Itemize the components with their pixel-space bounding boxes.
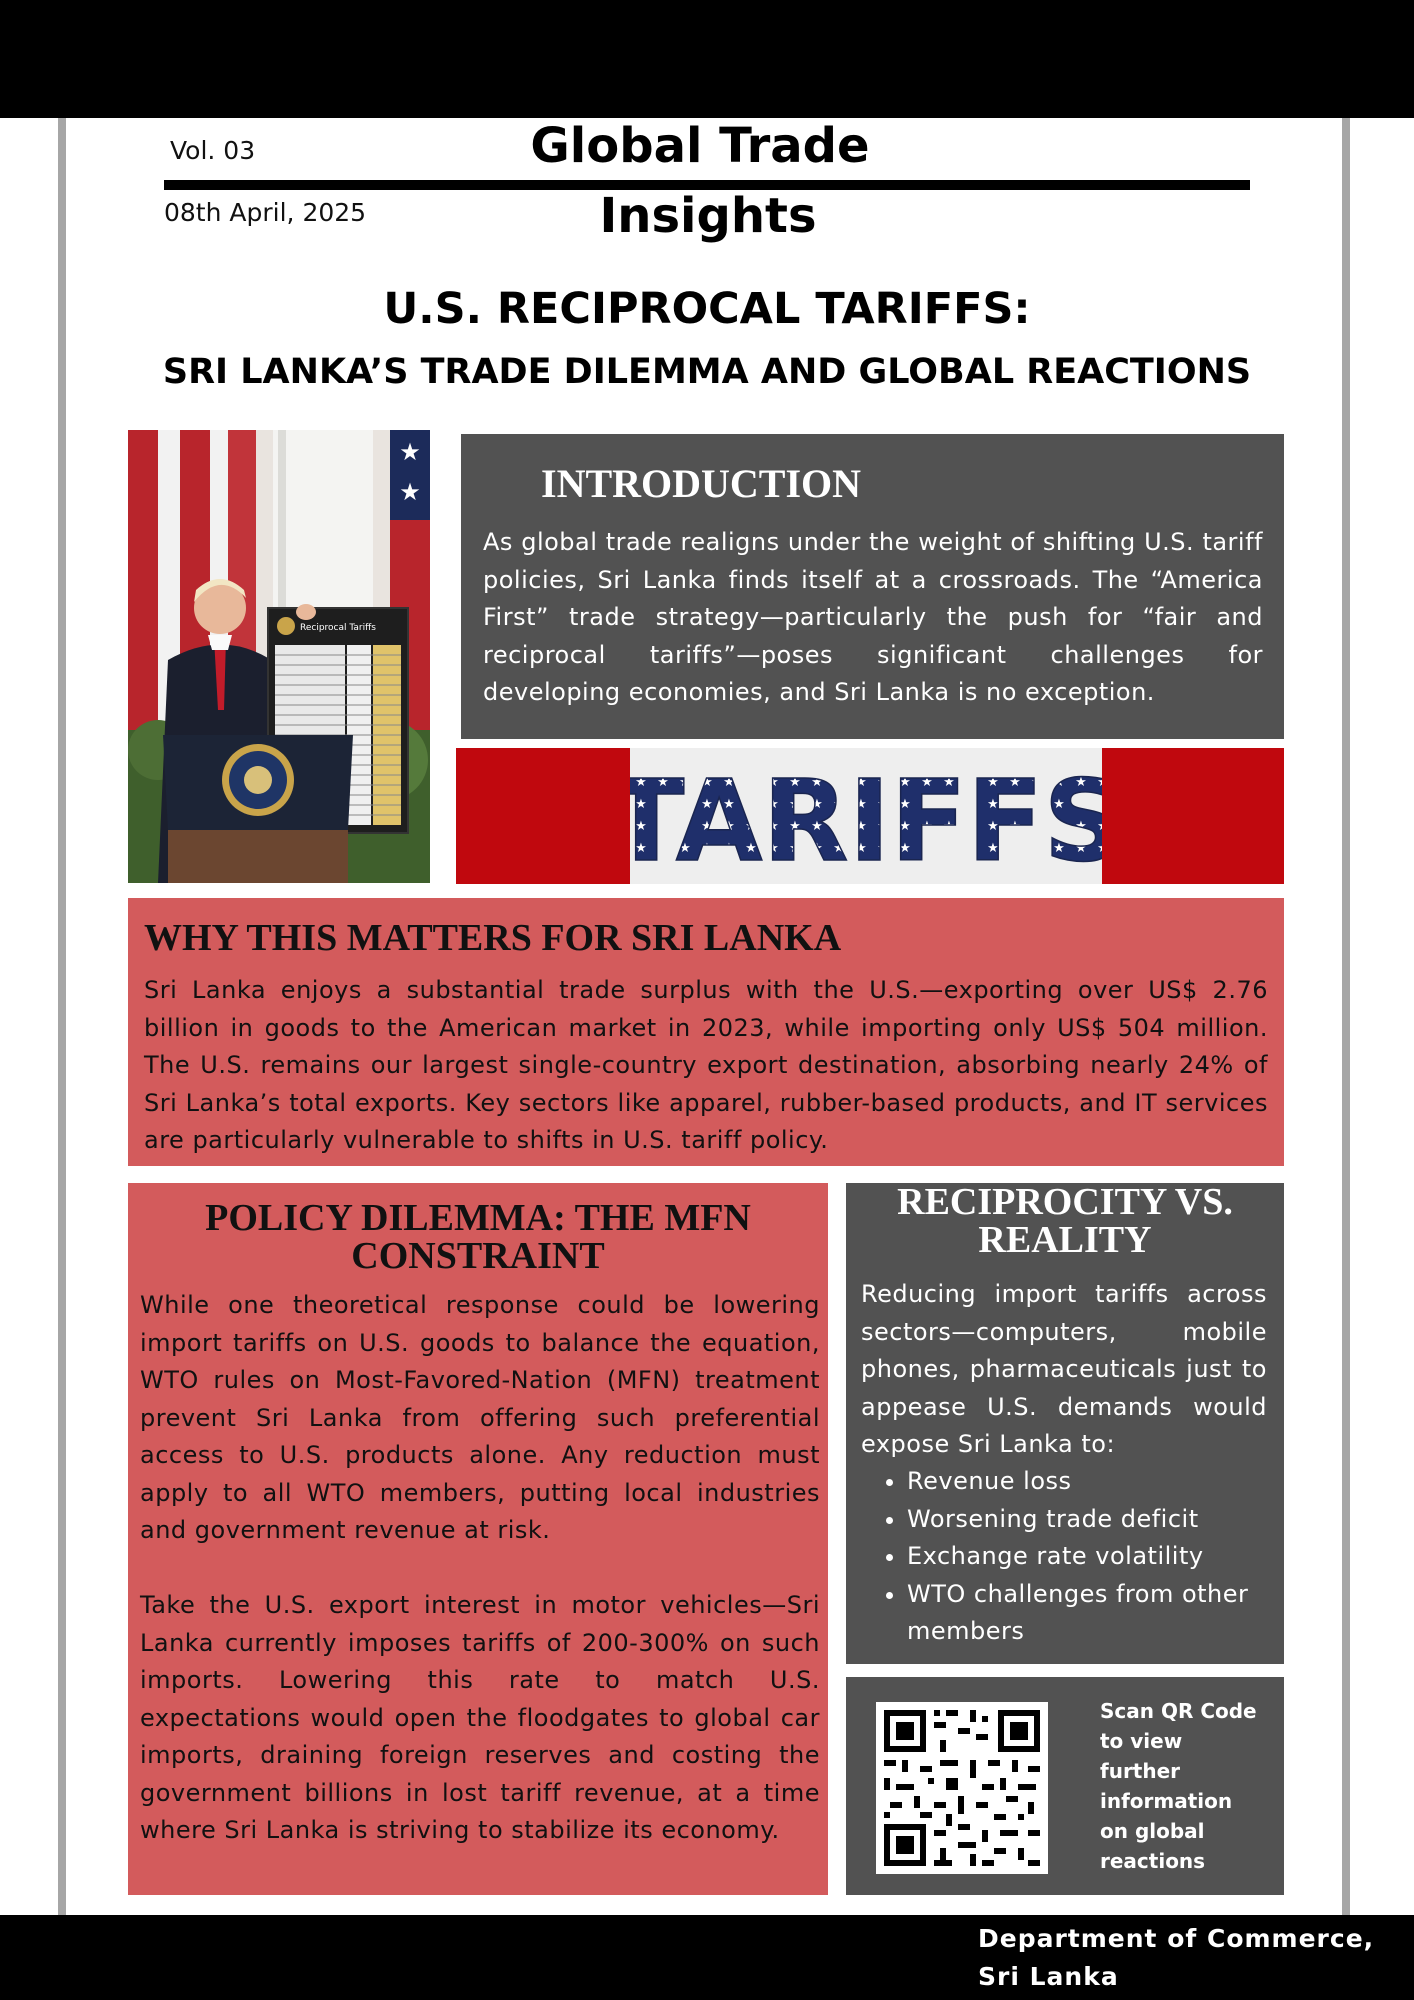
svg-text:★: ★ [399,438,421,466]
reciprocity-box [846,1183,1284,1664]
introduction-body: As global trade realigns under the weight of shifting U.S. tariff policies, Sri Lanka finds itself at a crossroads. The “America First” trade strategy—particularly the push for “fair and reciprocal tariffs”—poses significant challenges for developing economies, and Sri Lanka is no exception. [483,528,1263,706]
policy-dilemma-heading: POLICY DILEMMA: THE MFN CONSTRAINT [205,1197,751,1277]
reciprocity-intro: Reducing import tariffs across sectors—computers, mobile phones, pharmaceuticals just to appease U.S. demands would expose Sri Lanka to: [861,1280,1267,1458]
qr-code[interactable] [876,1702,1048,1874]
reciprocity-heading: RECIPROCITY VS. REALITY [897,1181,1233,1261]
list-item: • Revenue loss [907,1463,1313,1501]
tariffs-banner-panel [630,748,1102,884]
tariffs-banner-word: TARIFFS [630,757,1102,884]
why-matters-box [128,898,1284,1166]
list-item: • Exchange rate volatility [907,1538,1313,1576]
footer-line2: Sri Lanka [978,1962,1119,1991]
why-matters-body: Sri Lanka enjoys a substantial trade surplus with the U.S.—exporting over US$ 2.76 billion in goods to the American market in 2023, while importing only US$ 504 million. The U.S. remains our largest single-country export destination, absorbing nearly 24% of Sri Lanka’s total exports. Key sectors like apparel, rubber-based products, and IT services are particularly vulnerable to shifts in U.S. tariff policy. [144,976,1268,1154]
policy-dilemma-box [128,1183,828,1895]
svg-text:★: ★ [399,478,421,506]
masthead-title-line2: Insights [599,188,817,244]
policy-dilemma-para1: While one theoretical response could be lowering import tariffs on U.S. goods to balance the equation, WTO rules on Most-Favored-Nation (MFN) treatment prevent Sri Lanka from offering such preferential access to U.S. products alone. Any reduction must apply to all WTO members, putting local industries and government revenue at risk. [140,1291,820,1544]
list-item: • WTO challenges from other members [907,1576,1313,1651]
headline-subtitle: SRI LANKA’S TRADE DILEMMA AND GLOBAL REACTIONS [162,352,1252,392]
introduction-heading: INTRODUCTION [541,461,862,506]
tariffs-banner [456,748,1284,884]
issue-date: 08th April, 2025 [164,198,367,227]
volume-label: Vol. 03 [170,136,256,165]
policy-dilemma-para2: Take the U.S. export interest in motor vehicles—Sri Lanka currently imposes tariffs of 200-300% on such imports. Lowering this rate to match U.S. expectations would open the floodgates to global car imports, draining foreign reserves and costing the government billions in lost tariff revenue, at a time where Sri Lanka is striving to stabilize its economy. [140,1591,820,1844]
footer-line1: Department of Commerce, [978,1924,1375,1953]
masthead-title-line1: Global Trade [530,118,870,174]
why-matters-heading: WHY THIS MATTERS FOR SRI LANKA [144,917,842,959]
footer-department [978,1920,1374,1996]
reciprocity-bullet-list [861,1463,1313,1651]
podium-photo [128,430,430,883]
qr-caption: Scan QR Code to view further information on global reactions [1100,1699,1257,1873]
list-item: • Worsening trade deficit [907,1501,1313,1539]
headline-title: U.S. RECIPROCAL TARIFFS: [383,284,1031,334]
introduction-box [461,434,1284,739]
top-black-bar [0,0,1414,118]
board-title: Reciprocal Tariffs [300,623,376,633]
qr-box [846,1677,1284,1895]
